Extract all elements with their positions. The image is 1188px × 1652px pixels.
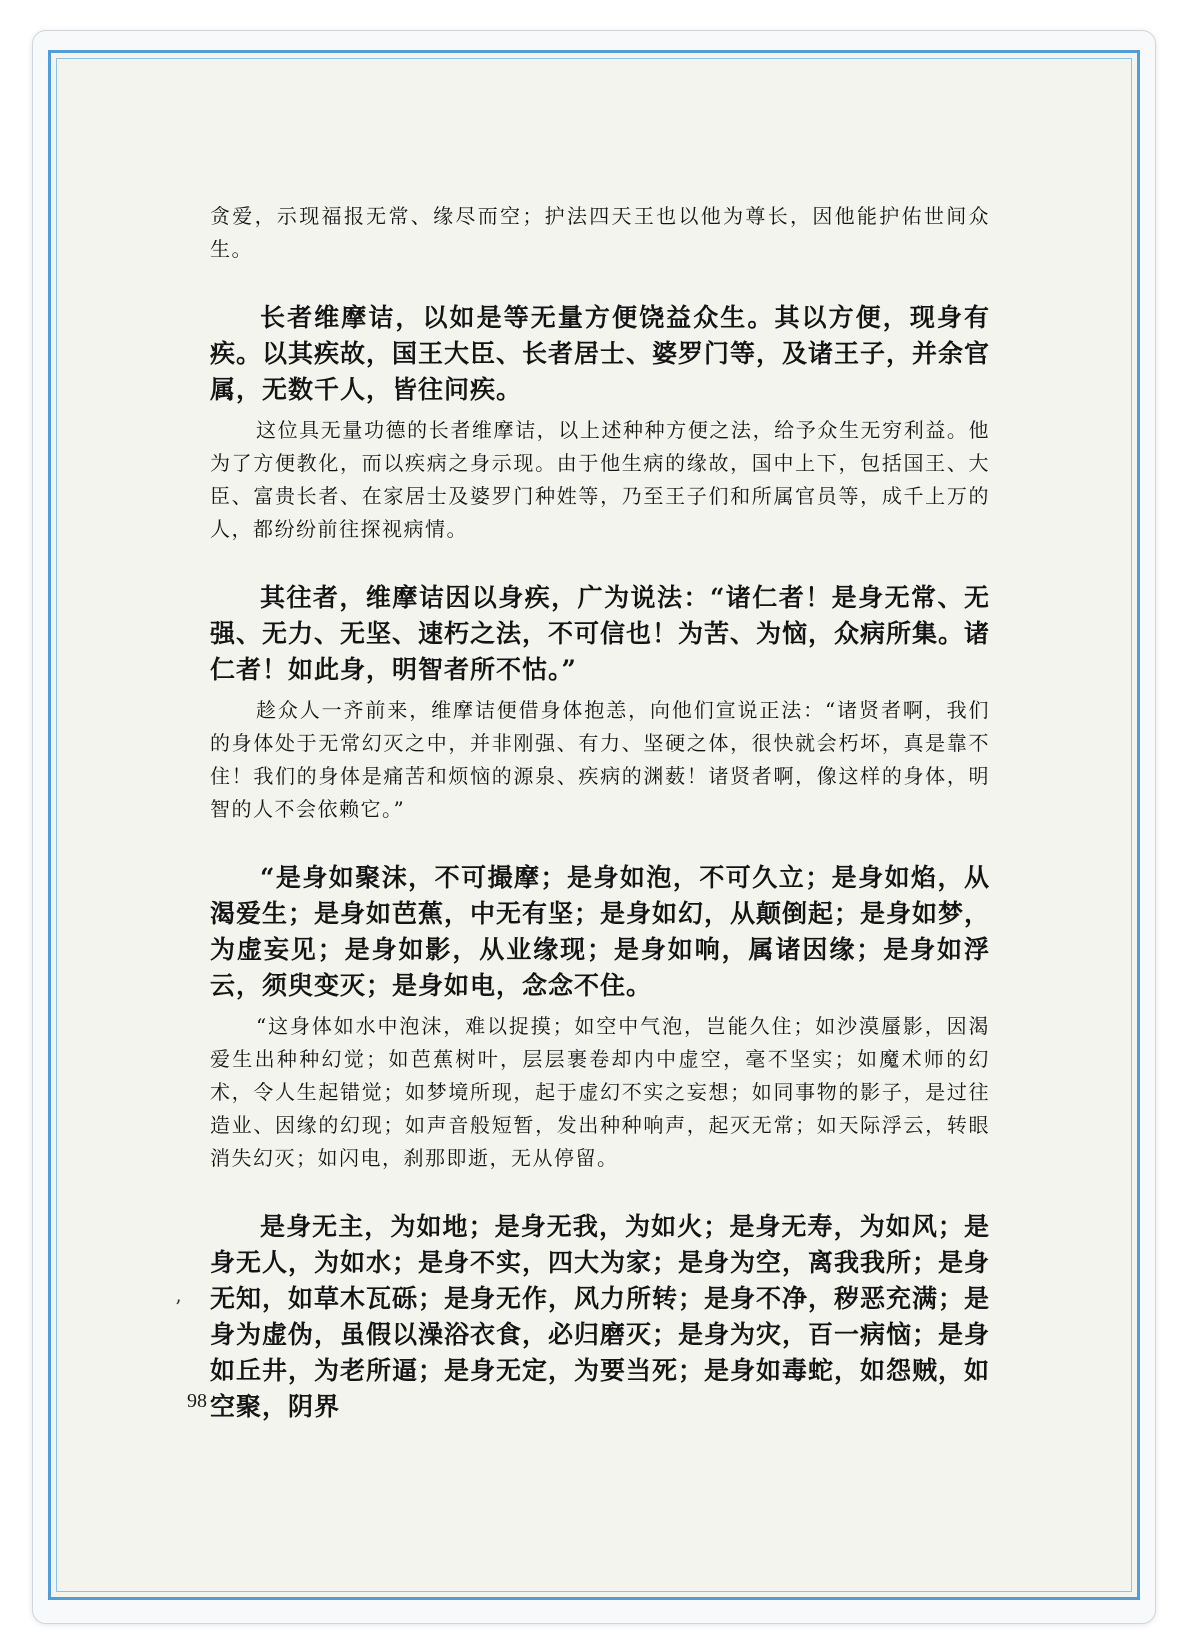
scripture-paragraph-2: 其往者，维摩诘因以身疾，广为说法：“诸仁者！是身无常、无强、无力、无坚、速朽之法，不可信也！为苦、为恼，众病所集。诸仁者！如此身，明智者所不怙。”	[210, 583, 991, 684]
commentary-paragraph-3: 趁众人一齐前来，维摩诘便借身体抱恙，向他们宣说正法：“诸贤者啊，我们的身体处于无常幻灭之中，并非刚强、有力、坚硬之体，很快就会朽坏，真是靠不住！我们的身体是痛苦和烦恼的源泉、疾病的渊薮！诸贤者啊，像这样的身体，明智的人不会依赖它。”	[210, 698, 990, 821]
scripture-paragraph-4: 是身无主，为如地；是身无我，为如火；是身无寿，为如风；是身无人，为如水；是身不实，四大为家；是身为空，离我我所；是身无知，如草木瓦砾；是身无作，风力所转；是身不净，秽恶充满；是身为虚伪，虽假以澡浴衣食，必归磨灭；是身为灾，百一病恼；是身如丘井，为老所逼；是身无定，为要当死；是身如毒蛇，如怨贼，如空聚，阴界	[210, 1212, 991, 1421]
scripture-paragraph-3: “是身如聚沫，不可撮摩；是身如泡，不可久立；是身如焰，从渴爱生；是身如芭蕉，中无有坚；是身如幻，从颠倒起；是身如梦，为虚妄见；是身如影，从业缘现；是身如响，属诸因缘；是身如浮云，须臾变灭；是身如电，念念不住。	[210, 863, 991, 1000]
scripture-paragraph-1: 长者维摩诘，以如是等无量方便饶益众生。其以方便，现身有疾。以其疾故，国王大臣、长者居士、婆罗门等，及诸王子，并余官属，无数千人，皆往问疾。	[210, 303, 991, 404]
page-body	[210, 200, 990, 1425]
commentary-paragraph-4: “这身体如水中泡沫，难以捉摸；如空中气泡，岂能久住；如沙漠蜃影，因渴爱生出种种幻觉；如芭蕉树叶，层层裹卷却内中虚空，毫不坚实；如魔术师的幻术，令人生起错觉；如梦境所现，起于虚幻不实之妄想；如同事物的影子，是过往造业、因缘的幻现；如声音般短暂，发出种种响声，起灭无常；如天际浮云，转眼消失幻灭；如闪电，刹那即逝，无从停留。	[210, 1014, 990, 1170]
margin-mark: ’	[175, 1295, 182, 1319]
page-number: 98	[187, 1390, 207, 1412]
commentary-paragraph-2: 这位具无量功德的长者维摩诘，以上述种种方便之法，给予众生无穷利益。他为了方便教化，而以疾病之身示现。由于他生病的缘故，国中上下，包括国王、大臣、富贵长者、在家居士及婆罗门种姓等，乃至王子们和所属官员等，成千上万的人，都纷纷前往探视病情。	[210, 418, 990, 541]
commentary-paragraph-1: 贪爱，示现福报无常、缘尽而空；护法四天王也以他为尊长，因他能护佑世间众生。	[210, 204, 990, 261]
